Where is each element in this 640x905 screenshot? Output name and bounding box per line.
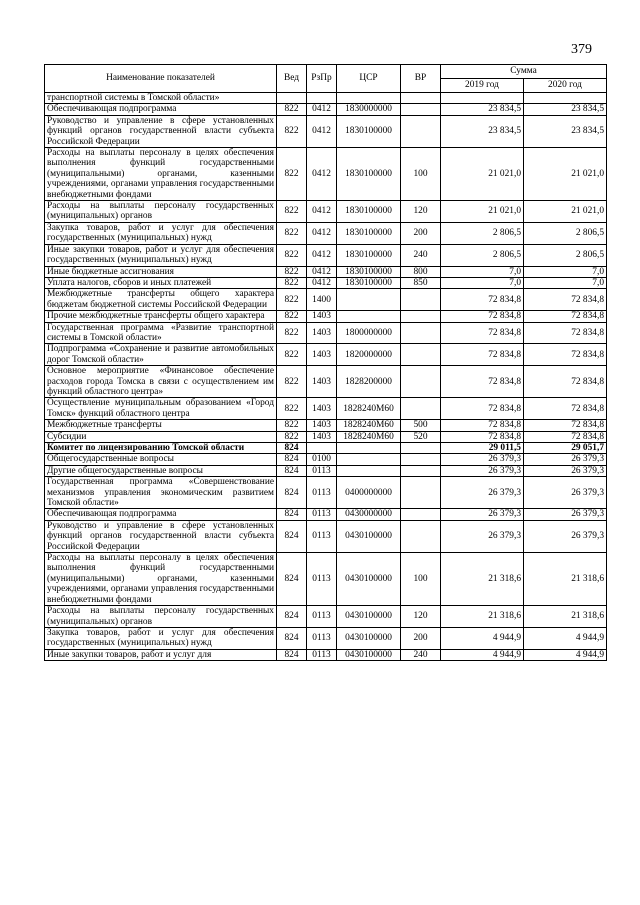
cell-name: Обеспечивающая подпрограмма — [45, 104, 277, 115]
cell-rzpr: 0412 — [307, 104, 337, 115]
cell-csr: 1830100000 — [337, 201, 401, 223]
cell-vr: 200 — [401, 222, 441, 244]
cell-2020: 2 806,5 — [524, 222, 607, 244]
cell-vr: 520 — [401, 431, 441, 442]
cell-ved: 822 — [277, 311, 307, 322]
cell-ved: 822 — [277, 277, 307, 288]
cell-2020: 26 379,3 — [524, 477, 607, 509]
cell-rzpr: 0412 — [307, 222, 337, 244]
cell-ved: 822 — [277, 322, 307, 344]
cell-rzpr: 0412 — [307, 115, 337, 147]
cell-rzpr: 0412 — [307, 148, 337, 201]
cell-rzpr: 0412 — [307, 201, 337, 223]
cell-rzpr: 0113 — [307, 649, 337, 660]
cell-2020: 21 318,6 — [524, 553, 607, 606]
cell-vr — [401, 454, 441, 465]
cell-csr: 1830100000 — [337, 266, 401, 277]
table-row — [45, 222, 607, 244]
cell-csr: 1828240М60 — [337, 420, 401, 431]
table-row — [45, 627, 607, 649]
cell-ved: 822 — [277, 398, 307, 420]
cell-vr: 120 — [401, 606, 441, 628]
page-number: 379 — [571, 42, 592, 57]
cell-csr: 1820000000 — [337, 344, 401, 366]
cell-csr: 0430100000 — [337, 553, 401, 606]
cell-2019: 72 834,8 — [441, 322, 524, 344]
cell-2020: 7,0 — [524, 266, 607, 277]
cell-name: Руководство и управление в сфере установленных функций органов государственной власти субъекта Российской Федерации — [45, 520, 277, 552]
cell-rzpr: 0412 — [307, 266, 337, 277]
cell-2019: 26 379,3 — [441, 454, 524, 465]
cell-vr — [401, 398, 441, 420]
cell-rzpr: 0113 — [307, 509, 337, 520]
cell-name: Субсидии — [45, 431, 277, 442]
cell-rzpr: 0412 — [307, 244, 337, 266]
cell-csr — [337, 311, 401, 322]
cell-csr: 1830100000 — [337, 222, 401, 244]
cell-ved: 822 — [277, 431, 307, 442]
cell-name: Уплата налогов, сборов и иных платежей — [45, 277, 277, 288]
cell-2020: 72 834,8 — [524, 398, 607, 420]
cell-2020: 4 944,9 — [524, 627, 607, 649]
cell-rzpr: 0113 — [307, 465, 337, 476]
cell-csr: 0430100000 — [337, 520, 401, 552]
cell-ved: 824 — [277, 477, 307, 509]
cell-2020: 23 834,5 — [524, 115, 607, 147]
table-row — [45, 366, 607, 398]
cell-csr: 0400000000 — [337, 477, 401, 509]
cell-2020: 29 051,7 — [524, 443, 607, 454]
cell-2020: 72 834,8 — [524, 311, 607, 322]
cell-2019: 2 806,5 — [441, 222, 524, 244]
header-2020: 2020 год — [524, 79, 607, 93]
cell-ved: 822 — [277, 104, 307, 115]
cell-name: Межбюджетные трансферты общего характера бюджетам бюджетной системы Российской Федерации — [45, 289, 277, 311]
cell-2019: 21 318,6 — [441, 553, 524, 606]
cell-csr — [337, 465, 401, 476]
cell-rzpr: 0100 — [307, 454, 337, 465]
cell-vr: 100 — [401, 148, 441, 201]
table-row — [45, 266, 607, 277]
header-name: Наименование показателей — [45, 65, 277, 93]
cell-rzpr: 1403 — [307, 366, 337, 398]
cell-csr: 0430100000 — [337, 606, 401, 628]
cell-2020: 72 834,8 — [524, 431, 607, 442]
cell-ved: 824 — [277, 509, 307, 520]
cell-rzpr — [307, 443, 337, 454]
cell-2019: 72 834,8 — [441, 289, 524, 311]
cell-2019: 26 379,3 — [441, 509, 524, 520]
cell-vr — [401, 93, 441, 104]
cell-rzpr: 0113 — [307, 627, 337, 649]
cell-rzpr: 0113 — [307, 477, 337, 509]
cell-2020: 21 021,0 — [524, 201, 607, 223]
cell-2020: 72 834,8 — [524, 366, 607, 398]
cell-ved: 824 — [277, 649, 307, 660]
cell-name: Общегосударственные вопросы — [45, 454, 277, 465]
cell-csr — [337, 443, 401, 454]
cell-name: Иные закупки товаров, работ и услуг для — [45, 649, 277, 660]
cell-2020: 26 379,3 — [524, 509, 607, 520]
table-row — [45, 649, 607, 660]
cell-vr — [401, 322, 441, 344]
table-row — [45, 311, 607, 322]
table-row — [45, 201, 607, 223]
cell-2019: 26 379,3 — [441, 477, 524, 509]
cell-ved: 824 — [277, 454, 307, 465]
cell-vr — [401, 465, 441, 476]
cell-rzpr: 1400 — [307, 289, 337, 311]
cell-2019: 72 834,8 — [441, 366, 524, 398]
cell-2019 — [441, 93, 524, 104]
cell-2020: 72 834,8 — [524, 420, 607, 431]
cell-ved: 822 — [277, 244, 307, 266]
cell-name: Закупка товаров, работ и услуг для обеспечения государственных (муниципальных) нужд — [45, 222, 277, 244]
cell-2020: 26 379,3 — [524, 465, 607, 476]
cell-rzpr: 0412 — [307, 277, 337, 288]
cell-csr: 1828240М60 — [337, 398, 401, 420]
cell-ved: 824 — [277, 465, 307, 476]
cell-2019: 29 011,5 — [441, 443, 524, 454]
header-sum: Сумма — [441, 65, 607, 79]
cell-vr: 100 — [401, 553, 441, 606]
table-header — [45, 65, 607, 93]
cell-name: Осуществление муниципальным образованием «Город Томск» функций областного центра — [45, 398, 277, 420]
cell-csr: 1830000000 — [337, 104, 401, 115]
table-row — [45, 454, 607, 465]
cell-2020 — [524, 93, 607, 104]
cell-2019: 72 834,8 — [441, 420, 524, 431]
table-body — [45, 93, 607, 661]
table-row — [45, 553, 607, 606]
table-row — [45, 509, 607, 520]
cell-vr — [401, 115, 441, 147]
cell-ved: 822 — [277, 266, 307, 277]
cell-vr — [401, 289, 441, 311]
cell-name: Государственная программа «Развитие транспортной системы в Томской области» — [45, 322, 277, 344]
cell-csr: 1830100000 — [337, 148, 401, 201]
cell-name: Другие общегосударственные вопросы — [45, 465, 277, 476]
cell-ved: 824 — [277, 627, 307, 649]
cell-ved: 824 — [277, 606, 307, 628]
header-csr: ЦСР — [337, 65, 401, 93]
cell-rzpr: 0113 — [307, 520, 337, 552]
cell-name: транспортной системы в Томской области» — [45, 93, 277, 104]
cell-rzpr: 1403 — [307, 322, 337, 344]
cell-csr: 1830100000 — [337, 277, 401, 288]
cell-rzpr: 0113 — [307, 606, 337, 628]
cell-vr: 240 — [401, 244, 441, 266]
cell-rzpr: 1403 — [307, 420, 337, 431]
cell-csr — [337, 289, 401, 311]
cell-name: Межбюджетные трансферты — [45, 420, 277, 431]
cell-vr — [401, 344, 441, 366]
cell-ved — [277, 93, 307, 104]
cell-csr: 1830100000 — [337, 244, 401, 266]
cell-2020: 23 834,5 — [524, 104, 607, 115]
cell-ved: 822 — [277, 366, 307, 398]
cell-2019: 72 834,8 — [441, 431, 524, 442]
cell-2019: 7,0 — [441, 277, 524, 288]
cell-2019: 26 379,3 — [441, 465, 524, 476]
cell-ved: 822 — [277, 148, 307, 201]
cell-vr: 240 — [401, 649, 441, 660]
cell-2019: 72 834,8 — [441, 311, 524, 322]
cell-2019: 2 806,5 — [441, 244, 524, 266]
table-row — [45, 244, 607, 266]
cell-csr: 0430000000 — [337, 509, 401, 520]
cell-ved: 822 — [277, 289, 307, 311]
cell-ved: 822 — [277, 115, 307, 147]
cell-2020: 72 834,8 — [524, 344, 607, 366]
table-row — [45, 477, 607, 509]
cell-rzpr: 1403 — [307, 344, 337, 366]
cell-2019: 4 944,9 — [441, 649, 524, 660]
cell-vr — [401, 311, 441, 322]
cell-2020: 21 318,6 — [524, 606, 607, 628]
table-row — [45, 520, 607, 552]
cell-vr: 850 — [401, 277, 441, 288]
cell-csr — [337, 93, 401, 104]
cell-2020: 4 944,9 — [524, 649, 607, 660]
cell-name: Государственная программа «Совершенствование механизмов управления экономическим развитием Томской области» — [45, 477, 277, 509]
header-ved: Вед — [277, 65, 307, 93]
cell-name: Расходы на выплаты персоналу государственных (муниципальных) органов — [45, 606, 277, 628]
header-2019: 2019 год — [441, 79, 524, 93]
cell-vr — [401, 477, 441, 509]
cell-vr: 200 — [401, 627, 441, 649]
cell-2019: 7,0 — [441, 266, 524, 277]
cell-2019: 21 318,6 — [441, 606, 524, 628]
cell-2020: 2 806,5 — [524, 244, 607, 266]
cell-vr — [401, 509, 441, 520]
cell-ved: 824 — [277, 520, 307, 552]
cell-rzpr: 1403 — [307, 431, 337, 442]
cell-name: Комитет по лицензированию Томской области — [45, 443, 277, 454]
cell-name: Прочие межбюджетные трансферты общего характера — [45, 311, 277, 322]
cell-2019: 21 021,0 — [441, 148, 524, 201]
table-row — [45, 443, 607, 454]
cell-rzpr: 0113 — [307, 553, 337, 606]
cell-name: Расходы на выплаты персоналу государственных (муниципальных) органов — [45, 201, 277, 223]
table-row — [45, 606, 607, 628]
table-row — [45, 344, 607, 366]
cell-ved: 822 — [277, 344, 307, 366]
cell-rzpr: 1403 — [307, 311, 337, 322]
table-row — [45, 420, 607, 431]
cell-name: Закупка товаров, работ и услуг для обеспечения государственных (муниципальных) нужд — [45, 627, 277, 649]
cell-csr: 1828200000 — [337, 366, 401, 398]
cell-2019: 72 834,8 — [441, 344, 524, 366]
table-row — [45, 93, 607, 104]
cell-ved: 822 — [277, 420, 307, 431]
cell-ved: 822 — [277, 201, 307, 223]
cell-vr — [401, 104, 441, 115]
cell-vr: 800 — [401, 266, 441, 277]
table-row — [45, 289, 607, 311]
cell-2019: 26 379,3 — [441, 520, 524, 552]
cell-name: Расходы на выплаты персоналу в целях обеспечения выполнения функций государственными (муниципальными) органами, казенными учреждениями, органами управления государственными внебюджетными фондами — [45, 148, 277, 201]
table-row — [45, 398, 607, 420]
cell-rzpr — [307, 93, 337, 104]
cell-vr — [401, 366, 441, 398]
cell-vr — [401, 443, 441, 454]
table-row — [45, 115, 607, 147]
cell-name: Расходы на выплаты персоналу в целях обеспечения выполнения функций государственными (муниципальными) органами, казенными учреждениями, органами управления государственными внебюджетными фондами — [45, 553, 277, 606]
header-vr: ВР — [401, 65, 441, 93]
cell-2020: 7,0 — [524, 277, 607, 288]
cell-2019: 72 834,8 — [441, 398, 524, 420]
cell-2019: 23 834,5 — [441, 104, 524, 115]
budget-table — [44, 64, 607, 661]
cell-ved: 824 — [277, 443, 307, 454]
cell-name: Обеспечивающая подпрограмма — [45, 509, 277, 520]
header-rzpr: РзПр — [307, 65, 337, 93]
cell-csr: 1800000000 — [337, 322, 401, 344]
cell-name: Иные бюджетные ассигнования — [45, 266, 277, 277]
cell-csr: 0430100000 — [337, 627, 401, 649]
cell-rzpr: 1403 — [307, 398, 337, 420]
cell-name: Подпрограмма «Сохранение и развитие автомобильных дорог Томской области» — [45, 344, 277, 366]
cell-ved: 824 — [277, 553, 307, 606]
cell-name: Иные закупки товаров, работ и услуг для обеспечения государственных (муниципальных) нужд — [45, 244, 277, 266]
table-row — [45, 431, 607, 442]
cell-2020: 26 379,3 — [524, 454, 607, 465]
table-row — [45, 465, 607, 476]
table-row — [45, 104, 607, 115]
cell-2020: 26 379,3 — [524, 520, 607, 552]
cell-name: Основное мероприятие «Финансовое обеспечение расходов города Томска в связи с осуществлением им функций областного центра» — [45, 366, 277, 398]
cell-csr — [337, 454, 401, 465]
cell-csr: 1830100000 — [337, 115, 401, 147]
cell-ved: 822 — [277, 222, 307, 244]
cell-2019: 4 944,9 — [441, 627, 524, 649]
cell-2019: 21 021,0 — [441, 201, 524, 223]
cell-name: Руководство и управление в сфере установленных функций органов государственной власти субъекта Российской Федерации — [45, 115, 277, 147]
table-row — [45, 148, 607, 201]
cell-vr — [401, 520, 441, 552]
table-row — [45, 322, 607, 344]
cell-csr: 0430100000 — [337, 649, 401, 660]
cell-vr: 120 — [401, 201, 441, 223]
cell-csr: 1828240М60 — [337, 431, 401, 442]
cell-2020: 72 834,8 — [524, 289, 607, 311]
cell-2019: 23 834,5 — [441, 115, 524, 147]
table-row — [45, 277, 607, 288]
cell-vr: 500 — [401, 420, 441, 431]
cell-2020: 21 021,0 — [524, 148, 607, 201]
cell-2020: 72 834,8 — [524, 322, 607, 344]
